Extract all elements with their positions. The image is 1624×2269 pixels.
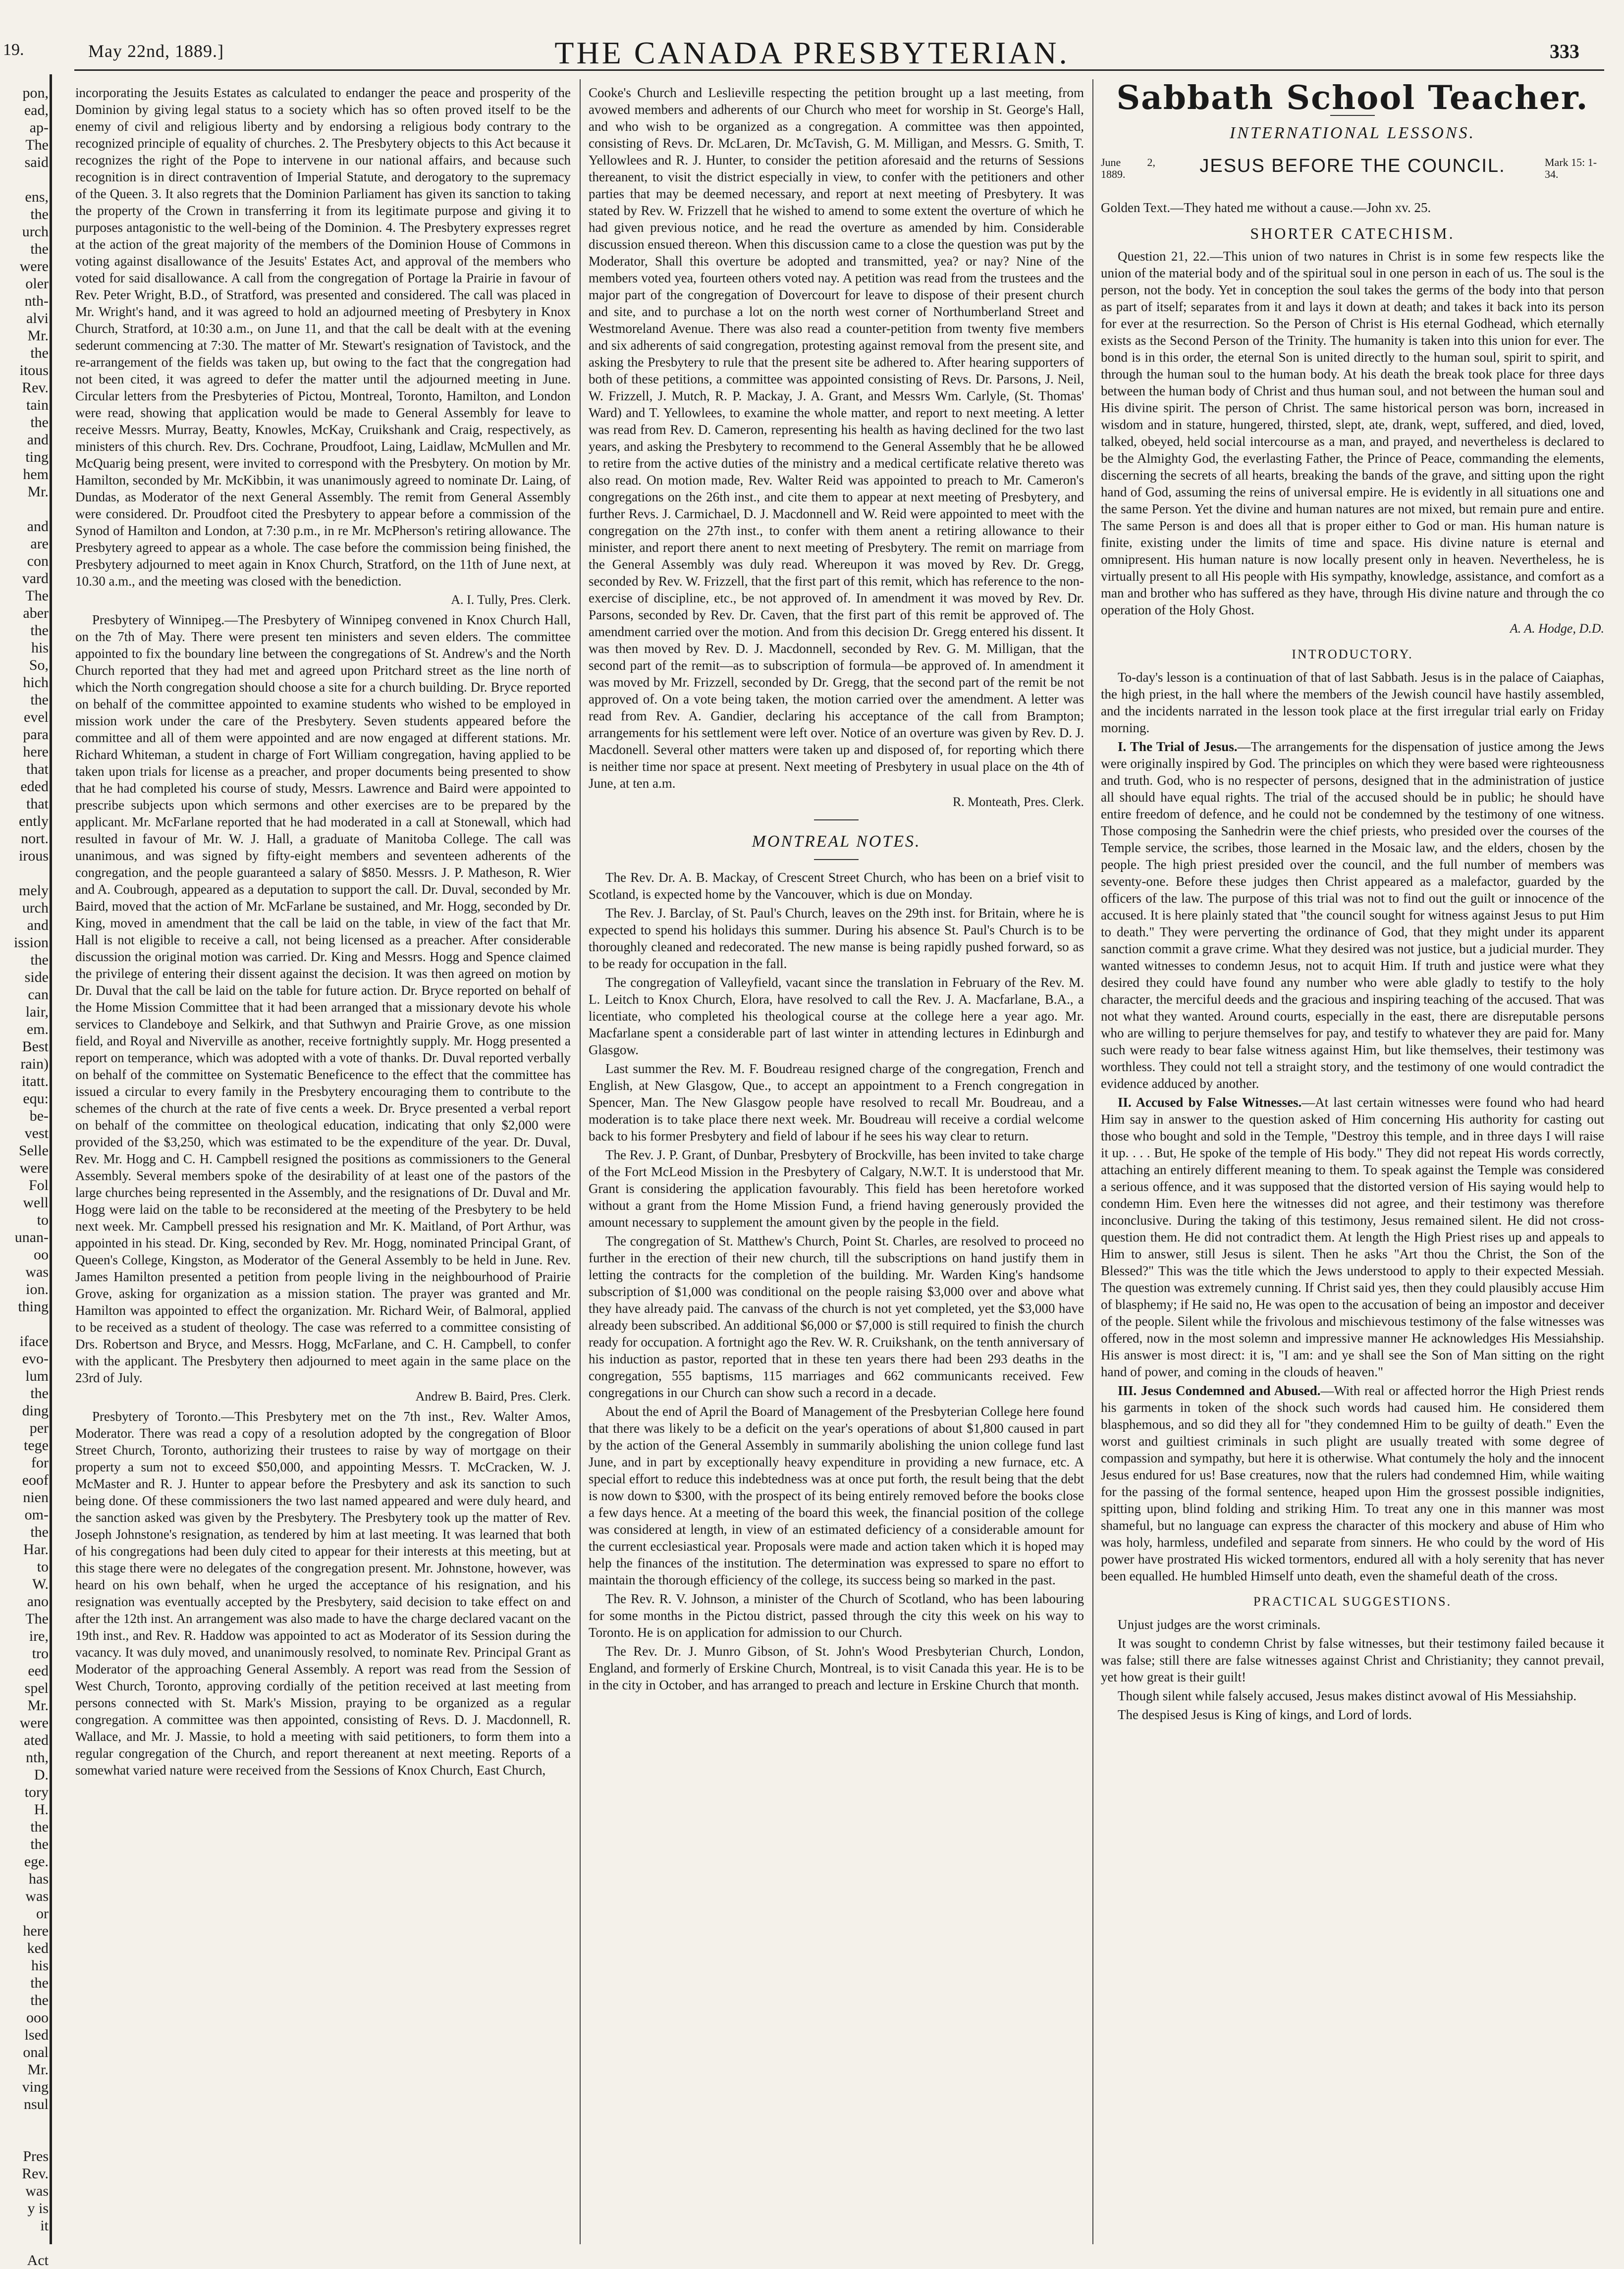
edge-fragment (3, 1315, 49, 1333)
column-1 (75, 84, 571, 2244)
edge-fragment: itous (19, 362, 49, 378)
edge-fragment: was (25, 1264, 49, 1280)
edge-fragment: the (30, 345, 49, 361)
edge-fragment: alvi (26, 310, 49, 326)
page-number: 333 (1550, 40, 1579, 62)
edge-fragment: ently (19, 813, 49, 829)
edge-fragment: said (24, 154, 49, 170)
toronto-presbytery-continued: Cooke's Church and Leslieville respecting the petition brought up a last meeting, from avowed members and adherents of our Church who meet for worship in St. George's Hall, and who wish to be organized as a congregation. A committee was then appointed, consisting of Revs. Dr. McLaren, Dr. McTavish, G. M. Milligan, and Messrs. G. Smith, T. Yellowlees and R. J. Hunter, to consider the petition aforesaid and the returns of Sessions thereanent, to visit the district especially in view, to confer with the petitioners and other parties that may be deemed necessary, and report at next meeting of Presbytery. It was stated by Rev. W. Frizzell that he wished to amend to some extent the overture of which he had given previous notice, and he read the overture as amended by him. Considerable discussion ensued thereon. When this discussion came to a close the question was put by the Moderator, Shall this overture be adopted and transmitted, yea? or nay? Nine of the members voted yea, fourteen others voted nay. A petition was read from the trustees and the major part of the congregation of Dovercourt for leave to dispose of their present church and site, and to purchase a lot on the north west corner of Northumberland Street and Westmoreland Avenue. There was also read a counter-petition from twenty five members and six adherents of said congregation, protesting against removal from the present site, and asking the Presbytery to rule that the present site be adhered to. After hearing supporters of both of these petitions, a committee was appointed consisting of Revs. Dr. Parsons, J. Neil, W. Frizzell, J. Mutch, R. P. Mackay, J. A. Grant, and Messrs Wm. Carlyle, (St. Thomas' Ward) and T. Yellowlees, to examine the whole matter, and report to next meeting. A letter was read from Rev. D. Cameron, representing his health as having declined for the two last years, and asking the Presbytery to recommend to the General Assembly that he be allowed to retire from the active duties of the ministry and a medical certificate relative thereto was also read. On motion made, Rev. Walter Reid was appointed to preach to Mr. Cameron's congregations on the 26th inst., and cite them to appear at next meeting of Presbytery, and further Revs. J. Carmichael, D. J. Macdonnell and W. Reid were appointed to meet with the congregation on the 27th inst., to confer with them anent a retiring allowance to their minister, and report there anent to next meeting of Presbytery. The remit on marriage from the General Assembly was duly read. Whereupon it was moved by Rev. Dr. Gregg, seconded by Rev. W. Frizzell, that the first part of this remit, which has reference to the non-exercise of discipline, etc., be not approved of. In amendment it was moved by Rev. Dr. Parsons, seconded by Rev. Dr. Caven, that the first part of this remit be approved of. The amendment carried over the motion. And from this decision Dr. Gregg entered his dissent. It was then moved by Rev. D. J. Macdonnell, seconded by Rev. G. M. Milligan, that the second part of the remit—as to subscription of formula—be approved of. In amendment it was moved by Mr. Frizzell, seconded by Dr. Gregg, that the second part of the remit be not approved of. On a vote being taken, the motion carried over the amendment. A letter was read from Rev. A. Gandier, declaring his acceptance of the call from Brampton; arrangements for his settlement were left over. Notice of an overture was given by Rev. D. J. Macdonell. Several other matters were taken up and disposed of, for reporting which there is neither time nor space at present. Next meeting of Presbytery in usual place on the 4th of June, at ten a.m. (589, 85, 1084, 791)
section-2-text: —At last certain witnesses were found who had heard Him say in answer to the question asked of Him concerning His authority for casting out those who bought and sold in the Temple, "Destroy this temple, and in three days I will raise it up. . . . But, He spoke of the temple of His body." They did not repeat His words correctly, attaching an entirely different meaning to them. To speak against the Temple was considered a serious offence, and it was supposed that the distorted version of His saying would help to condemn Him. Even here the witnesses did not agree, and their testimony was therefore inconclusive. During the taking of this testimony, Jesus remained silent. He did not cross-question them. He did not contradict them. At length the High Priest rises up and appeals to Him to answer, still Jesus is silent. Then he asks "Art thou the Christ, the Son of the Blessed?" This was the title which the Jews understood to apply to their expected Messiah. The question was extremely cunning. If Christ said yes, then they could plausibly accuse Him of blasphemy; if He said no, He was open to the accusation of being an impostor and deceiver of the people. Silent while the frivolous and mischievous testimony of the false witnesses was offered, now in the most solemn and impressive manner He acknowledges His Messiahship. His answer is most direct: it is, "I am: and ye shall see the Son of Man sitting on the right hand of power, and coming in the clouds of heaven." (1101, 1095, 1604, 1379)
toronto-presbytery-report: Presbytery of Toronto.—This Presbytery met on the 7th inst., Rev. Walter Amos, Moderator. There was read a copy of a resolution adopted by the congregation of Bloor Street Church, Toronto, authorizing their trustees to raise by way of mortgage on their property a sum not to exceed $50,000, and appointing Messrs. T. McCracken, W. J. McMaster and R. J. Hunter to appear before the Presbytery and ask its sanction to such being done. Of these commissioners the two last named appeared and were duly heard, and the sanction asked was given by the Presbytery. The Presbytery took up the matter of Rev. Joseph Johnstone's resignation, as tendered by him at last meeting. It was learned that both of his congregations had been duly cited to appear for their interests at this meeting, but at this stage there were no delegates of the congregation present. Mr. Johnstone, however, was heard on his own behalf, when he urged the acceptance of his resignation, and his resignation was eventually accepted by the Presbytery, said decision to take effect on and after the 12th inst. An arrangement was also made to have the charge declared vacant on the 19th inst., and Rev. R. Haddow was appointed to act as Moderator of its Session during the vacancy. It was duly moved, and unanimously resolved, to nominate Rev. Principal Grant as Moderator of the approaching General Assembly. A report was read from the Session of West Church, Toronto, approving cordially of the petition received at last meeting from persons connected with St. Mark's Mission, praying to be organized as a regular congregation. A committee was then appointed, consisting of Revs. D. J. Macdonnell, R. Wallace, and Mr. J. Massie, to hold a meeting with said petitioners, to form them into a regular congregation of the Church, and report thereanent at next meeting. Reports of a somewhat varied nature were received from the Sessions of Knox Church, East Church, (75, 1409, 571, 1778)
edge-fragment: Act (27, 2252, 49, 2269)
edge-fragment: the (30, 692, 49, 708)
edge-fragment: Best (22, 1038, 49, 1055)
lesson-section-2 (1101, 1094, 1604, 1380)
edge-fragment: evel (24, 709, 49, 725)
edge-fragment: the (30, 1385, 49, 1402)
introductory-heading: INTRODUCTORY. (1292, 647, 1413, 661)
edge-fragment: urch (22, 223, 49, 240)
edge-fragment: ens, (25, 189, 49, 205)
section-1-text: —The arrangements for the dispensation of justice among the Jews were originally inspired by God. The principles on which they were based were righteousness and truth. God, who is no respecter of persons, designed that in the administration of justice all should have equal rights. The trial of the accused should be in public; he should have entire freedom of defence, and he could not be condemned by the testimony of one witness. Those composing the Sanhedrin were the chief priests, who presided over the courses of the Temple service, the scribes, those learned in the Mosaic law, and the elders, chosen by the people. The high priest presided over the council, and the full number of members was seventy-one. Before these judges then Christ appeared as a malefactor, guarded by the officers of the law. The purpose of this trial was not to find out the guilt or innocence of the accused. It is here plainly stated that "the council sought for witness against Jesus to put Him to death." They were perverting the ordinance of God, that they might under its apparent sanction commit a grave crime. What they desired was not justice, but a judicial murder. They wanted witnesses to condemn Jesus, not to acquit Him. If truth and justice were what they desired they could have found any number who were able gladly to testify to the holy character, the merciful deeds and the gracious and inspiring teaching of the accused. That was not what they wanted. Around courts, especially in the east, there are disreputable persons who are willing to perjure themselves for pay, and testify to whatever they are paid for. Many such were ready to bear false witness against Him, but like themselves, their testimony was worthless. They could not tell a straight story, and the testimony of one would contradict the evidence adduced by another. (1101, 739, 1604, 1091)
edge-fragment: hem (23, 466, 49, 483)
practical-suggestion: It was sought to condemn Christ by false witnesses, but their testimony failed because it was false; still there are false witnesses against Christ and Christianity; they cannot prevail, yet how great is their guilt! (1101, 1636, 1604, 1684)
edge-fragment: y is (27, 2200, 49, 2216)
edge-fragment: eoof (22, 1472, 49, 1488)
page-header (0, 20, 1624, 74)
edge-fragment: lsed (24, 2027, 49, 2043)
column-3 (1101, 84, 1604, 2244)
edge-fragment: urch (22, 900, 49, 916)
edge-fragment: con (27, 553, 49, 569)
signature-baird: Andrew B. Baird, Pres. Clerk. (415, 1389, 571, 1404)
edge-fragment: the (30, 622, 49, 639)
lesson-title: JESUS BEFORE THE COUNCIL. (1199, 156, 1506, 176)
edge-fragment: oler (25, 275, 49, 292)
edge-fragment: nsul (23, 2096, 49, 2112)
edge-fragment: Mr. (27, 2061, 49, 2078)
signature-tully: A. I. Tully, Pres. Clerk. (451, 593, 571, 607)
edge-fragment: are (30, 536, 49, 552)
edge-fragment: ked (27, 1940, 49, 1956)
edge-fragment (3, 500, 49, 518)
edge-fragment: pon, (22, 85, 49, 101)
edge-fragment: ap- (29, 119, 49, 136)
lesson-section-1 (1101, 738, 1604, 1092)
edge-fragment: the (30, 1975, 49, 1991)
edge-fragment: unan- (14, 1229, 49, 1245)
edge-fragment: was (25, 1888, 49, 1904)
catechism-text: Question 21, 22.—This union of two natures in Christ is in some few respects like the union of the material body and of the spiritual soul in one person in each of us. The soul is the person, not the body. Yet in conception the soul takes the germs of the body into that person as part of itself; separates from it and lays it down at death; and takes it back into its person for ever at the resurrection. So the Person of Christ is His eternal Godhead, which eternally exists as the Second Person of the Trinity. The humanity is taken into this union for ever. The bond is in this order, the eternal Son is united directly to the human soul, spirit to spirit, and through the human soul to the human body. At his death the break took place for three days between the human body of Christ and thus human soul, and not between the human soul and His divine spirit. The person of Christ. The same historical person was born, increased in wisdom and in stature, hungered, thirsted, slept, ate, drank, wept, suffered, and died, loved, talked, obeyed, held social intercourse as a man, and prayed, and nevertheless is declared to be the Almighty God, the everlasting Father, the Prince of Peace, commanding the elements, discerning the secrets of all hearts, breaking the bands of the grave, and sitting upon the right hand of God, assuming the reins of universal empire. He is evidently in all situations one and the same Person. Yet the divine and human natures are not mixed, but remain pure and entire. The same Person is and does all that is proper either to God or man. His human nature is finite, existing under the limits of time and space. His divine nature is eternal and omnipresent. His human nature is now locally present only in heaven. Nevertheless, he is virtually present to all His people with His sympathy, knowledge, assistance, and comfort as a man and brother who has suffered as they have, through His divine nature and through the co operation of the Holy Ghost. (1101, 249, 1604, 617)
column-2 (589, 84, 1084, 2244)
edge-fragment: Pres (23, 2148, 49, 2164)
lesson-heading (1101, 155, 1604, 199)
edge-fragment: ated (24, 1732, 49, 1748)
edge-fragment: ead, (24, 102, 49, 118)
edge-fragment: eed (28, 1663, 49, 1679)
montreal-notes-title: MONTREAL NOTES. (752, 832, 921, 851)
edge-fragment (3, 2234, 49, 2252)
edge-fragment: can (28, 986, 49, 1003)
edge-fragment: H. (34, 1801, 49, 1818)
edge-fragment: well (23, 1194, 49, 1211)
left-margin-rule (50, 74, 52, 2244)
edge-fragment: irous (19, 848, 49, 864)
edge-fragment: itatt. (21, 1073, 49, 1089)
edge-fragment: mely (19, 882, 49, 899)
golden-text: Golden Text.—They hated me without a cause.—John xv. 25. (1101, 200, 1431, 215)
section-2-heading: II. Accused by False Witnesses. (1118, 1095, 1302, 1110)
edge-fragment: that (26, 761, 49, 777)
edge-fragment: nth- (24, 293, 49, 309)
edge-fragment: ooo (26, 2009, 49, 2026)
montreal-note: The Rev. R. V. Johnson, a minister of the Church of Scotland, who has been labouring for some months in the Pictou district, passed through the city this week on his way to Toronto. He is on application for admission to our Church. (589, 1591, 1084, 1640)
edge-fragment: and (27, 432, 49, 448)
edge-fragment: ege. (24, 1853, 49, 1870)
edge-fragment: the (30, 414, 49, 431)
edge-fragment: it (40, 2217, 49, 2234)
catechism-author: A. A. Hodge, D.D. (1510, 621, 1604, 636)
montreal-note: The congregation of St. Matthew's Church, Point St. Charles, are resolved to proceed no further in the erection of their new church, till the subscriptions on hand justify them in letting the contracts for the completion of the building. Mr. Warden King's handsome subscription of $1,000 was conditional on the people raising $3,000 over and above what they have already paid. The canvass of the church is not yet completed, yet the $3,000 have already been subscribed. An additional $6,000 or $7,000 is still required to finish the church ready for occupation. A fortnight ago the Rev. W. R. Cruikshank, on the tenth anniversary of his induction as pastor, reported that in these ten years there had been 293 deaths in the congregation, 555 baptisms, 115 marriages and 662 communicants received. Few congregations in our Church can show such a record in a decade. (589, 1234, 1084, 1400)
edge-fragment: per (29, 1420, 49, 1436)
edge-fragment: vard (22, 570, 49, 587)
edge-fragment: em. (26, 1021, 49, 1037)
header-rule (74, 69, 1604, 71)
edge-fragment (3, 864, 49, 882)
sabbath-school-teacher-title: Sabbath School Teacher. (1116, 84, 1589, 117)
section-1-heading: I. The Trial of Jesus. (1118, 739, 1238, 754)
edge-fragment: Mr. (27, 1697, 49, 1714)
edge-fragment (3, 171, 49, 188)
section-divider (814, 859, 859, 860)
lesson-scripture-reference: Mark 15: 1-34. (1545, 156, 1597, 180)
signature-monteath: R. Monteath, Pres. Clerk. (952, 795, 1084, 809)
edge-fragment: ion. (26, 1281, 49, 1297)
edge-fragment: iface (19, 1333, 49, 1350)
edge-fragment: eded (20, 778, 49, 795)
section-3-heading: III. Jesus Condemned and Abused. (1118, 1383, 1321, 1398)
shorter-catechism-heading: SHORTER CATECHISM. (1250, 224, 1455, 242)
edge-fragment: The (25, 137, 49, 153)
edge-fragment: ting (25, 449, 49, 465)
edge-fragment: the (30, 241, 49, 257)
montreal-note: About the end of April the Board of Management of the Presbyterian College here found that there was likely to be a deficit on the year's operations of about $1,800 caused in part by the action of the General Assembly in summarily abolishing the union college fund last June, and in part by exceptionally heavy expenditure in providing a new furnace, etc. A special effort to reduce this indebtedness was at once put forth, the result being that the debt is now down to $300, with the prospect of its being entirely removed before the books close a few days hence. At a meeting of the board this week, the financial position of the college was considered at length, in view of an estimated deficiency of a considerable amount for the current ecclesiastical year. Proposals were made and action taken which it is hoped may help the finances of the institution. The determination was expressed to spare no effort to maintain the thorough efficiency of the college, its success being so marked in the past. (589, 1404, 1084, 1587)
edge-fragment: ission (13, 934, 49, 951)
column-rule-2 (1092, 79, 1093, 2244)
edge-fragment: nth, (26, 1749, 49, 1766)
edge-fragment: and (27, 518, 49, 535)
edge-fragment: para (23, 726, 49, 743)
edge-fragment (3, 2113, 49, 2130)
section-divider (814, 819, 859, 820)
edge-fragment: Mr. (27, 484, 49, 500)
edge-fragment: lair, (25, 1004, 49, 1020)
edge-fragment: his (31, 1957, 49, 1974)
practical-suggestion: Though silent while falsely accused, Jesus makes distinct avowal of His Messiahship. (1118, 1688, 1577, 1703)
previous-page-edge: 19. (3, 41, 24, 59)
montreal-note: The Rev. J. P. Grant, of Dunbar, Presbytery of Brockville, has been invited to take charge of the Fort McLeod Mission in the Presbytery of Calgary, N.W.T. It is understood that Mr. Grant is considering the application favourably. This field has been heretofore worked without a grant from the Home Mission Fund, a friend having generously provided the amount necessary to supplement the amount given by the people in the field. (589, 1147, 1084, 1230)
montreal-note: The Rev. J. Barclay, of St. Paul's Church, leaves on the 29th inst. for Britain, where he is expected to spend his holidays this summer. During his absence St. Paul's Church is to be thoroughly cleaned and redecorated. The new manse is being rapidly pushed forward, so as to be ready for occupation in the fall. (589, 906, 1084, 971)
introductory-text: To-day's lesson is a continuation of that of last Sabbath. Jesus is in the palace of Caiaphas, the high priest, in the hall where the members of the Jewish council have hastily assembled, and the incidents narrated in the lesson took place at the first irregular trial early on Friday morning. (1101, 670, 1604, 735)
edge-fragment: the (30, 1836, 49, 1852)
edge-fragment: tory (24, 1784, 49, 1800)
edge-fragment: the (30, 1992, 49, 2008)
edge-fragment: oo (34, 1246, 49, 1263)
edge-fragment: Mr. (27, 327, 49, 344)
edge-fragment: Selle (19, 1142, 49, 1159)
lesson-section-3 (1101, 1382, 1604, 1584)
practical-suggestion: The despised Jesus is King of kings, and Lord of lords. (1118, 1707, 1412, 1722)
issue-date: May 22nd, 1889.] (88, 41, 224, 61)
edge-fragment: ding (22, 1403, 49, 1419)
edge-fragment: to (37, 1559, 49, 1575)
edge-fragment: The (25, 1611, 49, 1627)
left-edge-fragments (3, 84, 49, 2269)
edge-fragment: were (19, 258, 49, 274)
edge-fragment: equ: (23, 1090, 49, 1107)
edge-fragment: ving (22, 2079, 49, 2095)
edge-fragment: rain) (20, 1056, 49, 1072)
lesson-date: June 2, 1889. (1101, 156, 1155, 180)
edge-fragment: tro (32, 1645, 49, 1662)
edge-fragment: D. (34, 1767, 49, 1783)
edge-fragment: Rev. (22, 379, 49, 396)
edge-fragment: the (30, 1524, 49, 1540)
edge-fragment: or (36, 1905, 49, 1922)
stratford-presbytery-report: incorporating the Jesuits Estates as calculated to endanger the peace and prosperity of the Dominion by giving legal status to a society which has so often proved itself to be the enemy of civil and religious liberty and by endorsing a religious body contrary to the recognized principle of equality of churches. 2. The Presbytery objects to this Act because it recognizes the right of the Pope to intervene in our national affairs, and because such recognition is in direct contravention of Imperial Statute, and derogatory to the supremacy of the Queen. 3. It also regrets that the Dominion Parliament has given its sanction to taking the property of the Crown in transferring it from its legitimate purpose and giving it to purposes antagonistic to the well-being of the Dominion. 4. The Presbytery expresses regret at the action of the great majority of the members of the Dominion House of Commons in voting against disallowance of the Jesuits' Estates Act, and approval of the members who voted for said disallowance. A call from the congregation of Portage la Prairie in favour of Rev. Peter Wright, B.D., of Stratford, was presented and considered. The call was placed in Mr. Wright's hand, and it was agreed to hold an adjourned meeting of Presbytery in Knox Church, Stratford, at 10:30 a.m., on June 11, and that the call be dealt with at the evening sederunt commencing at 7:30. The matter of Mr. Stewart's resignation of Tavistock, and the re-arrangement of the fields was taken up, but owing to the fact that the congregation had not been cited, it was agreed to defer the matter until the adjourned meeting in June. Circular letters from the Presbyteries of Pictou, Montreal, Toronto, Hamilton, and London were read, showing that application would be made to General Assembly for leave to receive Messrs. Murray, Beatty, Knowles, McKay, Cruikshank and Craig, respectively, as ministers of this church. Rev. Drs. Cochrane, Proudfoot, Laing, Laidlaw, McMullen and Mr. McQuarig being present, were invited to correspond with the Presbytery. On motion by Mr. Hamilton, seconded by Mr. McKibbin, it was unanimously agreed to nominate Dr. Laing, of Dundas, as Moderator of the next General Assembly. The remit from General Assembly were considered. Dr. Proudfoot cited the Presbytery to appear before a commission of the Synod of Hamilton and London, at 7:30 p.m., in re Mr. McPherson's retiring allowance. The Presbytery agreed to appear as a whole. The case before the commission being finished, the Presbytery adjourned to meet again in Knox Church, Stratford, on the 11th of June next, at 10.30 a.m., and the meeting was closed with the benediction. (75, 85, 571, 589)
edge-fragment: to (37, 1212, 49, 1228)
edge-fragment: tain (26, 397, 49, 413)
edge-fragment: vest (24, 1125, 49, 1141)
montreal-note: Last summer the Rev. M. F. Boudreau resigned charge of the congregation, French and English, at New Glasgow, Que., to accept an appointment to a French congregation in Spencer, Man. The New Glasgow people have resolved to recall Mr. Boudreau, and a moderation is to take place there next week. Mr. Boudreau will receive a cordial welcome back to his former Presbytery and field of labour if he sees his way clear to return. (589, 1061, 1084, 1143)
edge-fragment: his (31, 640, 49, 656)
edge-fragment: spel (24, 1680, 49, 1696)
montreal-note: The Rev. Dr. A. B. Mackay, of Crescent Street Church, who has been on a brief visit to Scotland, is expected home by the Vancouver, which is due on Monday. (589, 870, 1084, 902)
edge-fragment: were (19, 1160, 49, 1176)
edge-fragment: be- (29, 1108, 49, 1124)
montreal-note: The congregation of Valleyfield, vacant since the translation in February of the Rev. M. L. Leitch to Knox Church, Elora, have resolved to call the Rev. J. A. Macfarlane, B.A., a licentiate, who completed his theological course at the college here a year ago. Mr. Macfarlane spent a considerable part of last winter in attending lectures in Edinburgh and Glasgow. (589, 975, 1084, 1057)
edge-fragment: om- (24, 1507, 49, 1523)
edge-fragment: ano (27, 1593, 49, 1610)
winnipeg-presbytery-report: Presbytery of Winnipeg.—The Presbytery of Winnipeg convened in Knox Church Hall, on the 7th of May. There were present ten ministers and seven elders. The committee appointed to fix the boundary line between the congregations of St. Andrew's and the North Church reported that they had met and agreed upon Pritchard street as the line north of which the North congregation should choose a site for a church building. Dr. Bryce reported on behalf of the committee appointed to examine students who wished to be employed in mission work under the care of the Presbytery. Seven students appeared before the committee and all of them were appointed and are now engaged at different stations. Mr. Richard Whiteman, a student in charge of Fort William congregation, having applied to be taken upon trials for license as a preacher, and proper documents being presented to show that he had completed his course of study, Messrs. Lawrence and Baird were appointed to prescribe subjects upon which sermons and other exercises are to be prepared by the applicant. Mr. McFarlane reported that he had moderated in a call at Stonewall, which had resulted in favour of Mr. W. J. Hall, a graduate of Manitoba College. The call was unanimous, and was signed by fifty-eight members and seventeen adherents of the congregation, and the people guaranteed a salary of $850. Messrs. J. P. Matheson, R. Wier and A. Coubrough, appeared as a deputation to support the call. Dr. Duval, seconded by Mr. Baird, moved that the action of Mr. McFarlane be sustained, and Mr. Hogg, seconded by Dr. King, moved in amendment that the call be laid on the table, in view of the fact that Mr. Hall is not eligible to receive a call, not being licensed as a preacher. After considerable discussion the original motion was carried. Dr. King and Messrs. Hogg and Spence claimed the privilege of entering their dissent against the decision. It was then agreed on motion by Dr. Duval that the call be laid on the table for future action. Dr. Bryce reported on behalf of the Home Mission Committee that it had been arranged that a missionary devote his whole services to Clandeboye and Selkirk, and that Suthwyn and Prairie Grove, as one mission field, and Royal and Niverville as another, receive fortnightly supply. Mr. Hogg presented a report on temperance, which was adopted with a vote of thanks. Dr. Duval reported verbally on behalf of the committee on Systematic Beneficence to the effect that the committee has issued a circular to every family in the Presbytery encouraging them to contribute to the schemes of the church at the rate of five cents a week. Dr. Bryce presented a verbal report on behalf of the committee on theological education, indicating that only $2,000 were provided of the $3,250, which was estimated to be the expenditure of the year. Dr. Duval, Rev. Mr. Hogg and C. H. Campbell resigned the positions as commissioners to the General Assembly. Several members spoke of the desirability of at least one of the pastors of the large churches being represented in the Assembly, and the resignations of Dr. Duval and Mr. Hogg were laid on the table to be reconsidered at the meeting of the Presbytery to be held next week. Mr. Campbell pressed his resignation and Mr. K. Maitland, of Port Arthur, was appointed in his stead. Dr. King, seconded by Rev. Mr. Hogg, nominated Principal Grant, of Queen's College, Kingston, as Moderator of the General Assembly to be held in June. Rev. James Hamilton presented a petition from people living in the neighbourhood of Prairie Grove, asking for organization as a mission station. The prayer was granted and Mr. Hamilton was appointed to effect the organization. Mr. Richard Weir, of Balmoral, applied to be received as a student of theology. The case was referred to a committee consisting of Drs. Robertson and Bryce, and Messrs. Hogg, McFarlane, and C. H. Campbell, to confer with the applicant. The Presbytery then adjourned to meet again in the same place on the 23rd of July. (75, 612, 571, 1385)
edge-fragment: for (31, 1455, 49, 1471)
edge-fragment: were (19, 1715, 49, 1731)
edge-fragment (3, 2130, 49, 2148)
edge-fragment: tege (24, 1437, 49, 1454)
column-rule-1 (580, 79, 581, 2244)
edge-fragment: Fol (28, 1177, 49, 1193)
edge-fragment: the (30, 206, 49, 222)
edge-fragment: W. (32, 1576, 49, 1592)
edge-fragment: aber (23, 605, 49, 621)
edge-fragment: was (25, 2183, 49, 2199)
edge-fragment: onal (23, 2044, 49, 2060)
edge-fragment: Har. (23, 1541, 49, 1558)
edge-fragment: nien (23, 1489, 49, 1506)
section-3-text: —With real or affected horror the High Priest rends his garments in token of the shock such words had caused him. He considered them blasphemous, and so did they all for "they condemned Him to be guilty of death." Even the worst and guiltiest criminals in such plight are usually treated with some degree of compassion and sympathy, but here it is otherwise. What contumely the holy and the innocent Jesus endured for us! Base creatures, now that the rulers had condemned Him, while waiting for the passing of the formal sentence, heaped upon Him the grossest possible indignities, spitting upon, blind folding and striking Him. To treat any one in this manner was most shameful, but no language can express the character of this mockery and abuse of Him who was holy, harmless, undefiled and separate from sinners. He who could by the word of His power have prostrated His wicked tormentors, endured all with a holy serenity that has never been equalled. He humbled Himself unto death, even the shameful death of the cross. (1101, 1383, 1604, 1583)
edge-fragment: here (23, 1923, 49, 1939)
practical-suggestion: Unjust judges are the worst criminals. (1118, 1617, 1321, 1632)
international-lessons-subtitle: INTERNATIONAL LESSONS. (1229, 124, 1476, 142)
edge-fragment: The (25, 588, 49, 604)
edge-fragment: ire, (29, 1628, 49, 1644)
edge-fragment: that (26, 796, 49, 812)
edge-fragment: the (30, 952, 49, 968)
edge-fragment: So, (29, 657, 49, 673)
edge-fragment: nort. (21, 830, 49, 847)
edge-fragment: lum (25, 1368, 49, 1384)
newspaper-title: THE CANADA PRESBYTERIAN. (554, 35, 1070, 70)
edge-fragment: the (30, 1819, 49, 1835)
edge-fragment: evo- (22, 1351, 49, 1367)
edge-fragment: here (23, 744, 49, 760)
practical-suggestions-heading: PRACTICAL SUGGESTIONS. (1253, 1594, 1452, 1609)
montreal-note: The Rev. Dr. J. Munro Gibson, of St. John's Wood Presbyterian Church, London, England, and formerly of Erskine Church, Montreal, is to visit Canada this year. He is to be in the city in October, and has arranged to preach and lecture in Erskine Church that month. (589, 1644, 1084, 1692)
edge-fragment: and (27, 917, 49, 933)
edge-fragment: has (29, 1871, 49, 1887)
edge-fragment: hich (23, 674, 49, 691)
edge-fragment: side (24, 969, 49, 985)
edge-fragment: thing (18, 1298, 49, 1315)
edge-fragment: Rev. (22, 2165, 49, 2182)
